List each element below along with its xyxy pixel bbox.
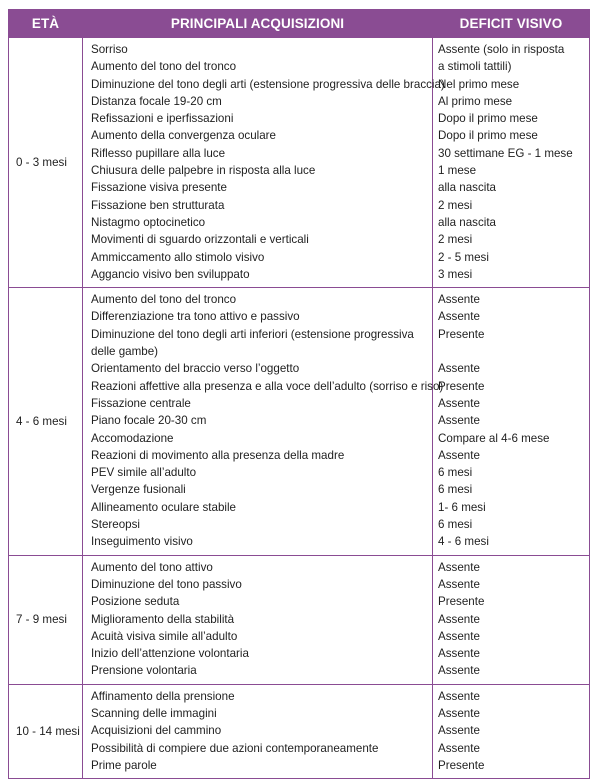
visual-deficit-item: 1 mese	[438, 164, 477, 178]
acquisition-item: Diminuzione del tono passivo	[91, 577, 242, 591]
visual-deficit-item: Assente	[438, 560, 480, 574]
visual-deficit-item: 6 mesi	[438, 483, 473, 497]
age-cell: 10 - 14 mesi	[9, 684, 83, 778]
table-header-row	[9, 10, 590, 38]
age-cell: 0 - 3 mesi	[9, 38, 83, 288]
acquisition-item: Refissazioni e iperfissazioni	[91, 112, 234, 126]
visual-deficit-item: Assente	[438, 414, 480, 428]
acquisition-item: Reazioni di movimento alla presenza della madre	[91, 448, 345, 462]
acquisition-item: Distanza focale 19-20 cm	[91, 94, 222, 108]
age-cell: 7 - 9 mesi	[9, 555, 83, 684]
visual-deficit-item: Assente	[438, 724, 480, 738]
acquisition-item: Prime parole	[91, 758, 157, 772]
acquisition-item: Fissazione visiva presente	[91, 181, 227, 195]
acquisition-item: Aumento della convergenza oculare	[91, 129, 276, 143]
acquisition-item: Aumento del tono del tronco	[91, 293, 237, 307]
acquisition-item: PEV simile all’adulto	[91, 466, 197, 480]
visual-deficit-item: 6 mesi	[438, 466, 473, 480]
acquisition-item: Orientamento del braccio verso l’oggetto	[91, 362, 300, 376]
visual-deficit-item: Assente	[438, 612, 480, 626]
table-row	[9, 684, 590, 778]
acquisition-item: Chiusura delle palpebre in risposta alla luce	[91, 164, 316, 178]
visual-deficit-item: Presente	[438, 327, 485, 341]
visual-deficit-item: 2 - 5 mesi	[438, 250, 489, 264]
visual-deficit-item: Compare al 4-6 mese	[438, 431, 550, 445]
visual-deficit-item: Assente	[438, 310, 480, 324]
acquisition-item: Allineamento oculare stabile	[91, 500, 237, 514]
table-body	[9, 38, 590, 779]
acquisition-item: Nistagmo optocinetico	[91, 215, 206, 229]
visual-deficit-item: alla nascita	[438, 215, 497, 229]
visual-deficit-item: Assente	[438, 448, 480, 462]
visual-deficit-item: Assente	[438, 647, 480, 661]
table-row	[9, 555, 590, 684]
acquisition-item: Accomodazione	[91, 431, 174, 445]
visual-deficit-item: 4 - 6 mesi	[438, 535, 489, 549]
acquisition-item: Inseguimento visivo	[91, 535, 193, 549]
visual-deficit-cell	[433, 288, 590, 555]
visual-deficit-item: Assente	[438, 706, 480, 720]
visual-deficit-item: Dopo il primo mese	[438, 112, 538, 126]
acquisition-item: Differenziazione tra tono attivo e passivo	[91, 310, 300, 324]
visual-deficit-item: 6 mesi	[438, 518, 473, 532]
development-table	[8, 9, 590, 779]
table-row	[9, 38, 590, 288]
visual-deficit-item: Presente	[438, 758, 485, 772]
acquisition-item: Inizio dell’attenzione volontaria	[91, 647, 249, 661]
acquisition-item: Acquisizioni del cammino	[91, 724, 222, 738]
acquisition-item: Aumento del tono attivo	[91, 560, 213, 574]
visual-deficit-item: Assente	[438, 293, 480, 307]
acquisition-item: Miglioramento della stabilità	[91, 612, 235, 626]
acquisition-item: Piano focale 20-30 cm	[91, 414, 207, 428]
acquisition-item: Stereopsi	[91, 518, 140, 532]
visual-deficit-item	[438, 343, 589, 360]
acquisition-item: Ammiccamento allo stimolo visivo	[91, 250, 265, 264]
acquisitions-cell	[83, 38, 445, 288]
acquisition-item: Fissazione centrale	[91, 396, 191, 410]
visual-deficit-item: Nel primo mese	[438, 77, 520, 91]
visual-deficit-item: Assente (solo in risposta	[438, 43, 565, 56]
visual-deficit-item: Dopo il primo mese	[438, 129, 538, 143]
visual-deficit-item: 3 mesi	[438, 267, 473, 281]
visual-deficit-cell	[433, 38, 590, 288]
acquisition-item: Fissazione ben strutturata	[91, 198, 225, 212]
development-table-container	[8, 9, 589, 779]
header-acquisitions: PRINCIPALI ACQUISIZIONI	[83, 10, 433, 38]
acquisition-item: Acuità visiva simile all’adulto	[91, 629, 238, 643]
acquisitions-cell	[83, 684, 433, 778]
acquisition-item: delle gambe)	[91, 345, 159, 359]
visual-deficit-item: Assente	[438, 629, 480, 643]
acquisitions-cell	[83, 555, 433, 684]
visual-deficit-item: 1- 6 mesi	[438, 500, 486, 514]
acquisition-item: Movimenti di sguardo orizzontali e verticali	[91, 233, 309, 247]
acquisition-item: Vergenze fusionali	[91, 483, 186, 497]
acquisition-item: Possibilità di compiere due azioni contemporaneamente	[91, 741, 379, 755]
acquisition-item: Posizione seduta	[91, 595, 180, 609]
acquisition-item: Prensione volontaria	[91, 664, 197, 678]
visual-deficit-item: alla nascita	[438, 181, 497, 195]
visual-deficit-item: Assente	[438, 396, 480, 410]
header-visual-deficit: DEFICIT VISIVO	[433, 10, 590, 38]
visual-deficit-item: Al primo mese	[438, 94, 513, 108]
acquisition-item: Aumento del tono del tronco	[91, 60, 237, 74]
visual-deficit-item: a stimoli tattili)	[438, 60, 512, 74]
visual-deficit-cell	[433, 684, 590, 778]
age-cell: 4 - 6 mesi	[9, 288, 83, 555]
visual-deficit-item: Assente	[438, 741, 480, 755]
visual-deficit-item: 2 mesi	[438, 233, 473, 247]
acquisition-item: Affinamento della prensione	[91, 689, 235, 703]
acquisition-item: Sorriso	[91, 43, 128, 56]
visual-deficit-item: 30 settimane EG - 1 mese	[438, 146, 573, 160]
table-row	[9, 288, 590, 555]
acquisition-item: Scanning delle immagini	[91, 706, 217, 720]
acquisitions-cell	[83, 288, 444, 555]
acquisition-item: Diminuzione del tono degli arti inferiori (estensione progressiva	[91, 327, 414, 341]
visual-deficit-item: Presente	[438, 595, 485, 609]
acquisition-item: Riflesso pupillare alla luce	[91, 146, 226, 160]
visual-deficit-item: Assente	[438, 577, 480, 591]
acquisition-item: Diminuzione del tono degli arti (estensione progressiva delle braccia)	[91, 77, 445, 91]
visual-deficit-cell	[433, 555, 590, 684]
visual-deficit-item: Assente	[438, 362, 480, 376]
acquisition-item: Aggancio visivo ben sviluppato	[91, 267, 250, 281]
visual-deficit-item: Assente	[438, 689, 480, 703]
visual-deficit-item: Assente	[438, 664, 480, 678]
header-age: ETÀ	[9, 10, 83, 38]
visual-deficit-item: 2 mesi	[438, 198, 473, 212]
visual-deficit-item: Presente	[438, 379, 485, 393]
acquisition-item: Reazioni affettive alla presenza e alla voce dell’adulto (sorriso e riso)	[91, 379, 444, 393]
